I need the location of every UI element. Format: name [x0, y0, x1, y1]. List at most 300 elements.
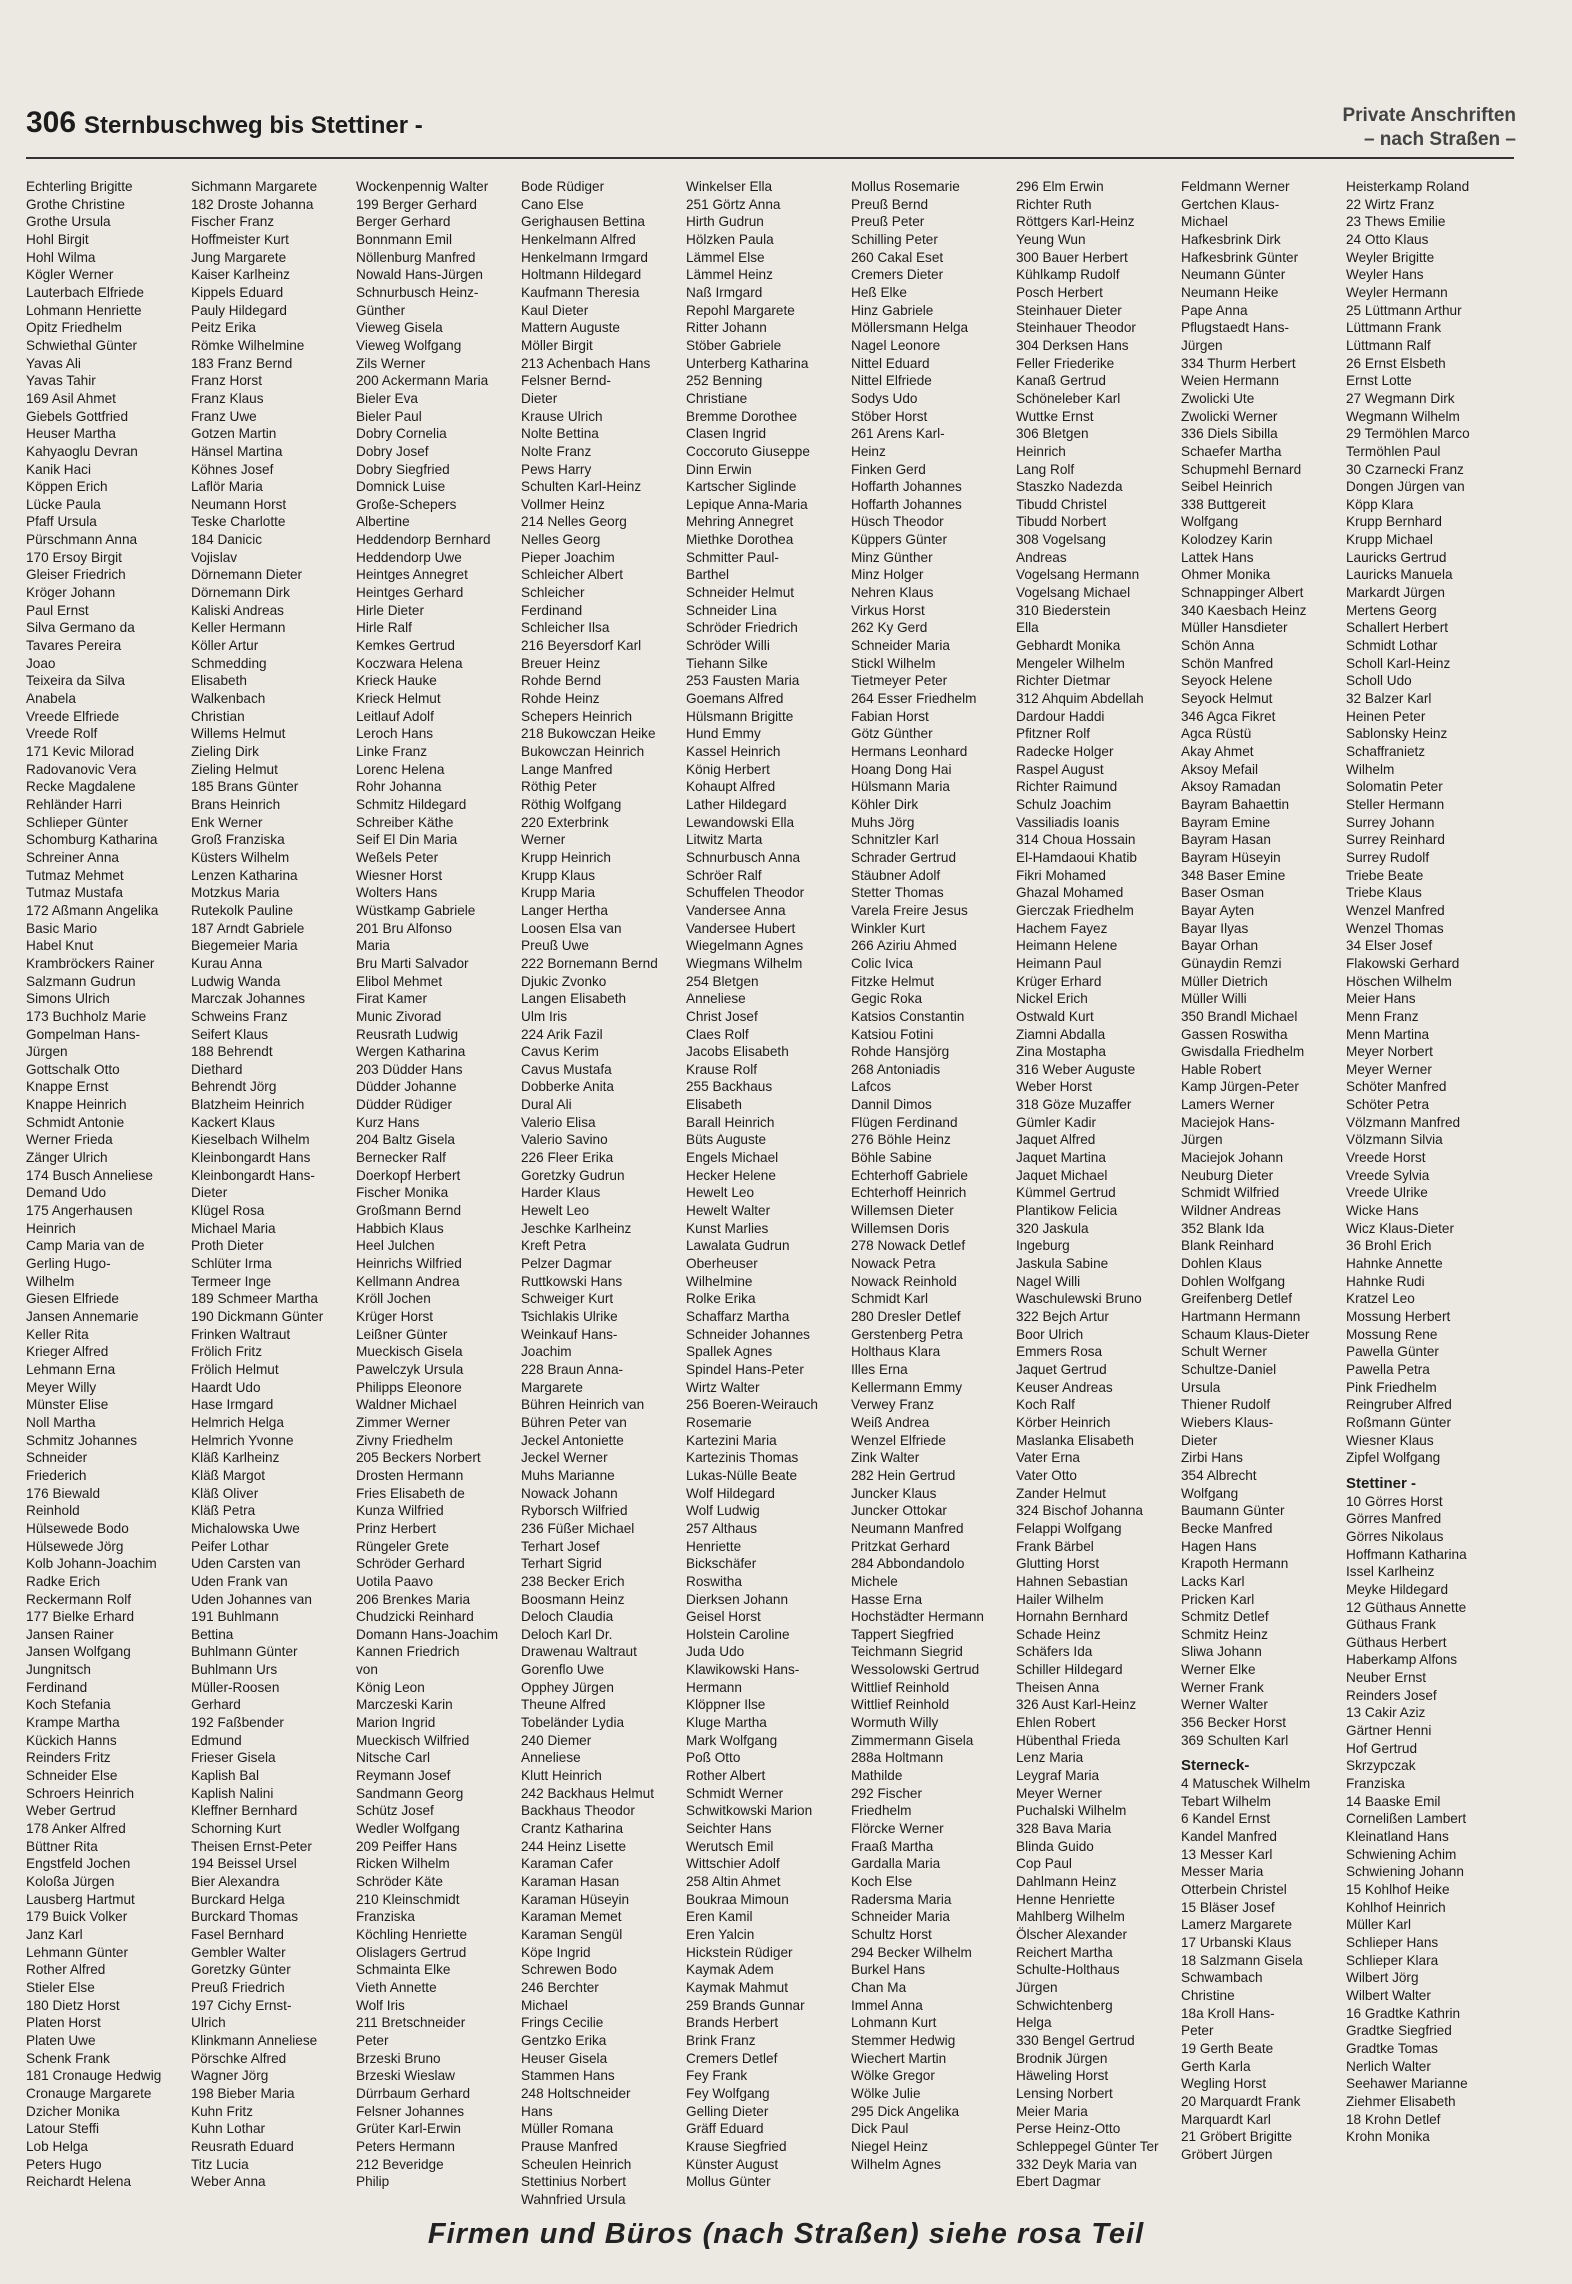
- address-entry: Schallert Herbert: [1346, 620, 1448, 636]
- address-entry: Lämmel Else: [686, 249, 765, 265]
- address-entry: Gerth Karla: [1181, 2058, 1251, 2074]
- address-entry: Roswitha: [686, 1573, 742, 1589]
- address-entry: 26 Ernst Elsbeth: [1346, 355, 1446, 371]
- address-entry: Menn Franz: [1346, 1008, 1419, 1024]
- address-entry: Vreede Ulrike: [1346, 1185, 1428, 1201]
- address-entry: Fraaß Martha: [851, 1838, 934, 1854]
- address-entry: Schütz Josef: [356, 1803, 434, 1819]
- address-entry: Pelzer Dagmar: [521, 1256, 612, 1272]
- address-entry: Ghazal Mohamed: [1016, 885, 1124, 901]
- address-entry: Hable Robert: [1181, 1061, 1262, 1077]
- address-entry: Baumann Günter: [1181, 1503, 1285, 1519]
- address-entry: Flörcke Werner: [851, 1821, 944, 1837]
- address-entry: 24 Otto Klaus: [1346, 231, 1429, 247]
- address-entry: Schwiening Achim: [1346, 1846, 1457, 1862]
- address-entry: Mathilde: [851, 1768, 903, 1784]
- address-entry: Wahnfried Ursula: [521, 2191, 626, 2207]
- address-entry: Großmann Bernd: [356, 1203, 462, 1219]
- address-entry: Lauricks Gertrud: [1346, 549, 1447, 565]
- address-entry: Wilhelm: [1346, 761, 1395, 777]
- address-entry: Kemkes Gertrud: [356, 638, 455, 654]
- address-entry: Krambröckers Rainer: [26, 955, 155, 971]
- address-entry: Müller Romana: [521, 2121, 614, 2137]
- address-entry: Karaman Sengül: [521, 1926, 623, 1942]
- address-entry: Kläß Karlheinz: [191, 1450, 280, 1466]
- address-entry: Klügel Rosa: [191, 1203, 265, 1219]
- address-entry: Krohn Monika: [1346, 2129, 1430, 2145]
- address-entry: Cremers Dieter: [851, 267, 944, 283]
- address-entry: Zink Walter: [851, 1450, 920, 1466]
- address-entry: Jansen Wolfgang: [26, 1644, 131, 1660]
- address-entry: Gerling Hugo-: [26, 1256, 111, 1272]
- address-entry: Hirle Ralf: [356, 620, 412, 636]
- address-entry: Uden Johannes van: [191, 1591, 312, 1607]
- address-entry: 213 Achenbach Hans: [521, 355, 651, 371]
- address-entry: Fabian Horst: [851, 708, 929, 724]
- address-entry: Wormuth Willy: [851, 1715, 939, 1731]
- address-entry: Rutekolk Pauline: [191, 902, 294, 918]
- address-entry: Heinrich: [1016, 443, 1066, 459]
- address-entry: Gerighausen Bettina: [521, 214, 645, 230]
- address-entry: Sandmann Georg: [356, 1785, 464, 1801]
- address-entry: Brans Heinrich: [191, 796, 281, 812]
- address-entry: Krupp Michael: [1346, 532, 1433, 548]
- address-entry: Wilhelmine: [686, 1273, 753, 1289]
- address-entry: Wüstkamp Gabriele: [356, 902, 476, 918]
- address-entry: Glutting Horst: [1016, 1556, 1100, 1572]
- address-entry: Stetter Thomas: [851, 885, 944, 901]
- address-entry: Lawalata Gudrun: [686, 1238, 790, 1254]
- address-entry: Wiebers Klaus-: [1181, 1414, 1274, 1430]
- address-entry: Dierksen Johann: [686, 1591, 789, 1607]
- address-entry: Plantikow Felicia: [1016, 1203, 1118, 1219]
- address-entry: 177 Bielke Erhard: [26, 1609, 135, 1625]
- address-entry: Schröder Willi: [686, 638, 770, 654]
- address-entry: Ruttkowski Hans: [521, 1273, 623, 1289]
- address-entry: Kohlhof Heinrich: [1346, 1899, 1446, 1915]
- address-entry: Hof Gertrud: [1346, 1740, 1418, 1756]
- address-entry: Preuß Peter: [851, 214, 925, 230]
- address-entry: Lauterbach Elfriede: [26, 284, 144, 300]
- address-entry: Stammen Hans: [521, 2068, 615, 2084]
- address-entry: Verwey Franz: [851, 1397, 935, 1413]
- address-entry: Pflugstaedt Hans-: [1181, 320, 1290, 336]
- address-entry: Köpp Klara: [1346, 496, 1414, 512]
- address-entry: Katsiou Fotini: [851, 1026, 934, 1042]
- address-entry: 190 Dickmann Günter: [191, 1309, 324, 1324]
- address-entry: 27 Wegmann Dirk: [1346, 390, 1455, 406]
- address-entry: Enk Werner: [191, 814, 263, 830]
- address-entry: Hecker Helene: [686, 1167, 776, 1183]
- address-entry: Schröder Käte: [356, 1874, 443, 1889]
- address-entry: Willemsen Doris: [851, 1220, 950, 1236]
- address-entry: Günther: [356, 302, 406, 318]
- address-entry: 262 Ky Gerd: [851, 620, 928, 636]
- address-entry: Schuffelen Theodor: [686, 885, 805, 901]
- address-entry: Brodnik Jürgen: [1016, 2050, 1108, 2066]
- address-entry: 348 Baser Emine: [1181, 867, 1286, 883]
- address-entry: Mueckisch Wilfried: [356, 1732, 470, 1748]
- address-entry: Jürgen: [1181, 337, 1223, 353]
- address-entry: Peter: [356, 2032, 389, 2048]
- address-entry: Vojislav: [191, 549, 238, 565]
- address-entry: Schnurbusch Heinz-: [356, 284, 479, 300]
- address-entry: Becke Manfred: [1181, 1520, 1273, 1536]
- address-entry: Blatzheim Heinrich: [191, 1097, 305, 1113]
- address-entry: Nowald Hans-Jürgen: [356, 267, 483, 283]
- address-entry: Meyer Willy: [26, 1379, 97, 1395]
- address-entry: 14 Baaske Emil: [1346, 1793, 1441, 1809]
- address-entry: Breuer Heinz: [521, 655, 601, 671]
- address-entry: Otterbein Christel: [1181, 1882, 1287, 1897]
- address-entry: Wuttke Ernst: [1016, 408, 1094, 424]
- address-entry: Laflör Maria: [191, 479, 263, 495]
- address-entry: Rolke Erika: [686, 1291, 756, 1307]
- address-entry: Zils Werner: [356, 355, 426, 371]
- address-entry: Hochstädter Hermann: [851, 1609, 984, 1625]
- address-entry: 354 Albrecht: [1181, 1467, 1257, 1483]
- address-entry: Seifert Klaus: [191, 1026, 269, 1042]
- address-entry: Kleinatland Hans: [1346, 1829, 1449, 1845]
- address-entry: Maciejok Hans-: [1181, 1114, 1275, 1130]
- address-entry: 216 Beyersdorf Karl: [521, 638, 642, 654]
- address-entry: Holstein Caroline: [686, 1626, 790, 1642]
- address-entry: 18 Salzmann Gisela: [1181, 1952, 1303, 1968]
- address-entry: Münster Elise: [26, 1397, 109, 1413]
- address-entry: Frölich Helmut: [191, 1361, 279, 1377]
- address-entry: Felappi Wolfgang: [1016, 1520, 1122, 1536]
- page-number: 306: [26, 106, 77, 139]
- address-entry: Düdder Johanne: [356, 1079, 457, 1095]
- address-entry: Bühren Peter van: [521, 1414, 627, 1430]
- address-entry: Claes Rolf: [686, 1026, 749, 1042]
- address-entry: Hirth Gudrun: [686, 214, 764, 230]
- address-entry: Kaymak Mahmut: [686, 1979, 788, 1995]
- address-entry: Leroch Hans: [356, 726, 434, 742]
- address-entry: 17 Urbanski Klaus: [1181, 1934, 1292, 1950]
- address-entry: Gärtner Henni: [1346, 1723, 1432, 1739]
- address-entry: Büts Auguste: [686, 1132, 767, 1148]
- address-entry: Bier Alexandra: [191, 1874, 280, 1889]
- address-entry: Güthaus Herbert: [1346, 1634, 1447, 1650]
- address-entry: Chudzicki Reinhard: [356, 1609, 474, 1625]
- address-entry: Kröger Johann: [26, 585, 116, 601]
- address-entry: Vandersee Hubert: [686, 920, 796, 936]
- address-entry: Lohmann Henriette: [26, 302, 142, 318]
- address-entry: Wiesner Horst: [356, 867, 443, 883]
- address-entry: Edmund: [191, 1732, 242, 1748]
- address-entry: Grothe Christine: [26, 196, 125, 212]
- address-entry: Lewandowski Ella: [686, 814, 795, 830]
- address-entry: Steinhauer Dieter: [1016, 302, 1122, 318]
- section-label-line1: Private Anschriften: [1342, 105, 1516, 126]
- address-entry: Schaum Klaus-Dieter: [1181, 1326, 1310, 1342]
- address-entry: Aksoy Ramadan: [1181, 779, 1281, 795]
- address-entry: Yavas Ali: [26, 355, 81, 371]
- address-entry: Wenzel Manfred: [1346, 902, 1445, 918]
- address-entry: Theune Alfred: [521, 1697, 606, 1713]
- address-entry: Krupp Bernhard: [1346, 514, 1442, 530]
- address-entry: Schulten Karl-Heinz: [521, 479, 642, 495]
- address-entry: Philip: [356, 2174, 390, 2190]
- address-entry: Neumann Horst: [191, 496, 287, 512]
- address-entry: Kaplish Bal: [191, 1768, 260, 1784]
- address-entry: Vater Erna: [1016, 1450, 1080, 1466]
- address-entry: Schulte-Holthaus: [1016, 1962, 1120, 1978]
- address-entry: Heimann Helene: [1016, 938, 1118, 954]
- address-entry: Frieser Gisela: [191, 1750, 276, 1766]
- address-entry: Künster August: [686, 2156, 779, 2172]
- address-entry: Müller Hansdieter: [1181, 620, 1288, 636]
- address-entry: Schröder Friedrich: [686, 620, 798, 636]
- address-entry: Schomburg Katharina: [26, 832, 158, 848]
- address-entry: Weyler Brigitte: [1346, 249, 1435, 265]
- address-entry: 228 Braun Anna-: [521, 1361, 624, 1377]
- address-entry: 253 Fausten Maria: [686, 673, 800, 689]
- address-entry: 292 Fischer: [851, 1785, 923, 1801]
- address-entry: Karaman Memet: [521, 1909, 622, 1925]
- address-column-1: [26, 178, 186, 2188]
- address-entry: Müller-Roosen: [191, 1679, 280, 1695]
- address-entry: Hülsmann Brigitte: [686, 708, 794, 724]
- address-entry: Olislagers Gertrud: [356, 1944, 467, 1960]
- address-entry: Haardt Udo: [191, 1379, 261, 1395]
- address-entry: Schultz Horst: [851, 1926, 932, 1942]
- address-entry: Mehring Annegret: [686, 514, 794, 530]
- address-entry: Habel Knut: [26, 938, 94, 954]
- section-label-line2: – nach Straßen –: [1363, 129, 1516, 150]
- address-entry: Tappert Siegfried: [851, 1626, 954, 1642]
- address-entry: Giesen Elfriede: [26, 1291, 119, 1307]
- address-entry: Krause Rolf: [686, 1061, 758, 1077]
- address-entry: Vollmer Heinz: [521, 496, 605, 512]
- address-entry: Fey Wolfgang: [686, 2085, 770, 2101]
- address-entry: Sablonsky Heinz: [1346, 726, 1448, 742]
- address-entry: 25 Lüttmann Arthur: [1346, 302, 1462, 318]
- address-entry: Hübenthal Frieda: [1016, 1732, 1121, 1748]
- address-entry: Schlieper Günter: [26, 814, 129, 830]
- address-entry: Weyler Hermann: [1346, 284, 1448, 300]
- address-entry: 10 Görres Horst: [1346, 1493, 1443, 1509]
- address-entry: Böhle Sabine: [851, 1150, 932, 1166]
- address-entry: Krüger Horst: [356, 1309, 434, 1324]
- address-entry: Muhs Marianne: [521, 1467, 615, 1483]
- address-entry: Yeung Wun: [1016, 231, 1086, 247]
- address-entry: Brink Franz: [686, 2032, 756, 2048]
- address-entry: Zieling Dirk: [191, 744, 259, 759]
- address-entry: Menn Martina: [1346, 1026, 1430, 1042]
- address-entry: Kleinbongardt Hans-: [191, 1167, 315, 1183]
- address-entry: Kreft Petra: [521, 1238, 586, 1254]
- address-entry: Düdder Rüdiger: [356, 1097, 452, 1113]
- address-entry: 242 Backhaus Helmut: [521, 1785, 654, 1801]
- address-entry: Philipps Eleonore: [356, 1379, 462, 1395]
- address-entry: Theisen Anna: [1016, 1679, 1100, 1695]
- address-entry: Nowack Petra: [851, 1256, 936, 1272]
- address-entry: Kanik Haci: [26, 461, 91, 477]
- address-entry: Müller Willi: [1181, 991, 1247, 1007]
- address-entry: 13 Messer Karl: [1181, 1846, 1273, 1862]
- address-entry: Reinders Josef: [1346, 1687, 1437, 1703]
- address-entry: 218 Bukowczan Heike: [521, 726, 656, 742]
- address-entry: Kartscher Siglinde: [686, 479, 797, 495]
- address-entry: 330 Bengel Gertrud: [1016, 2032, 1135, 2048]
- address-entry: Küppers Günter: [851, 532, 947, 548]
- address-entry: 170 Ersoy Birgit: [26, 549, 122, 565]
- address-entry: 336 Diels Sibilla: [1181, 426, 1278, 442]
- address-entry: Virkus Horst: [851, 602, 925, 618]
- address-entry: Tutmaz Mehmet: [26, 867, 124, 883]
- address-entry: 209 Peiffer Hans: [356, 1838, 458, 1854]
- address-entry: Seif El Din Maria: [356, 832, 458, 848]
- address-entry: Hüsch Theodor: [851, 514, 944, 530]
- address-entry: Pauly Hildegard: [191, 302, 287, 318]
- address-entry: Schepers Heinrich: [521, 708, 633, 724]
- address-entry: Agca Rüstü: [1181, 726, 1252, 742]
- address-column-7: [1016, 178, 1176, 2188]
- address-entry: 36 Brohl Erich: [1346, 1238, 1432, 1254]
- address-entry: Preuß Bernd: [851, 196, 929, 212]
- address-entry: Gerhard: [191, 1697, 241, 1713]
- address-entry: Nitsche Carl: [356, 1750, 431, 1766]
- address-entry: 212 Beveridge: [356, 2156, 444, 2172]
- address-entry: Hirle Dieter: [356, 602, 424, 618]
- address-entry: Krause Siegfried: [686, 2138, 787, 2154]
- address-entry: 246 Berchter: [521, 1979, 599, 1995]
- address-entry: Schröder Gerhard: [356, 1556, 465, 1572]
- address-entry: Kamp Jürgen-Peter: [1181, 1079, 1299, 1095]
- header-rule: [26, 157, 1514, 159]
- address-entry: Schmitter Paul-: [686, 549, 779, 565]
- address-entry: Clasen Ingrid: [686, 426, 767, 442]
- address-entry: 183 Franz Bernd: [191, 355, 293, 371]
- address-entry: Radersma Maria: [851, 1891, 952, 1907]
- address-entry: Hoffarth Johannes: [851, 479, 962, 495]
- address-entry: Müller Karl: [1346, 1917, 1411, 1933]
- address-entry: Hoffmeister Kurt: [191, 231, 289, 247]
- address-entry: Schlieper Hans: [1346, 1934, 1439, 1950]
- address-entry: Leißner Günter: [356, 1326, 448, 1342]
- address-entry: Richter Dietmar: [1016, 673, 1111, 689]
- address-entry: Prause Manfred: [521, 2138, 618, 2154]
- address-entry: Boosmann Heinz: [521, 1591, 625, 1607]
- address-entry: Schmainta Elke: [356, 1962, 451, 1978]
- address-entry: Lorenc Helena: [356, 761, 445, 777]
- address-entry: Schmidt Lothar: [1346, 638, 1438, 654]
- address-entry: Finken Gerd: [851, 461, 926, 477]
- address-entry: Klawikowski Hans-: [686, 1662, 800, 1678]
- address-entry: Werner: [521, 832, 566, 848]
- address-entry: Proth Dieter: [191, 1238, 264, 1254]
- address-entry: Goretzky Günter: [191, 1962, 291, 1978]
- address-entry: Lepique Anna-Maria: [686, 496, 808, 512]
- address-entry: Ingeburg: [1016, 1238, 1070, 1254]
- address-entry: Reinhold: [26, 1503, 80, 1519]
- address-entry: Lange Manfred: [521, 761, 613, 777]
- address-column-6: [851, 178, 1011, 2188]
- address-entry: Pawella Günter: [1346, 1344, 1439, 1360]
- address-entry: Albertine: [356, 514, 410, 530]
- address-entry: 346 Agca Fikret: [1181, 708, 1276, 724]
- address-entry: Weyler Hans: [1346, 267, 1424, 283]
- address-entry: Werutsch Emil: [686, 1838, 774, 1854]
- address-entry: Schnitzler Karl: [851, 832, 939, 848]
- address-entry: Silva Germano da: [26, 620, 135, 636]
- address-entry: Christ Josef: [686, 1008, 758, 1024]
- address-entry: Messer Maria: [1181, 1864, 1264, 1880]
- address-entry: Schrader Gertrud: [851, 849, 957, 865]
- address-entry: Tobeländer Lydia: [521, 1715, 625, 1731]
- address-entry: Meier Hans: [1346, 991, 1416, 1007]
- address-entry: Preuß Friedrich: [191, 1979, 285, 1995]
- address-entry: Völzmann Manfred: [1346, 1114, 1461, 1130]
- address-entry: Heinz: [851, 443, 886, 459]
- address-entry: Kartezini Maria: [686, 1432, 777, 1448]
- address-entry: Basic Mario: [26, 920, 98, 936]
- address-entry: Wolf Hildegard: [686, 1485, 775, 1501]
- address-entry: Kläß Margot: [191, 1467, 266, 1483]
- address-entry: Schlieper Klara: [1346, 1952, 1439, 1968]
- address-entry: Deloch Karl Dr.: [521, 1626, 613, 1642]
- address-entry: Cano Else: [521, 196, 584, 212]
- address-entry: Giebels Gottfried: [26, 408, 128, 424]
- address-entry: 15 Bläser Josef: [1181, 1899, 1275, 1915]
- address-entry: König Herbert: [686, 761, 770, 777]
- address-entry: Rohr Johanna: [356, 779, 442, 795]
- address-entry: 258 Altin Ahmet: [686, 1874, 781, 1889]
- address-entry: Schneider Lina: [686, 602, 777, 618]
- address-entry: Lauricks Manuela: [1346, 567, 1453, 583]
- address-entry: Miethke Dorothea: [686, 532, 794, 548]
- address-entry: Maciejok Johann: [1181, 1150, 1284, 1166]
- address-entry: Willemsen Dieter: [851, 1203, 954, 1219]
- address-entry: 12 Güthaus Annette: [1346, 1599, 1467, 1615]
- address-entry: Friedhelm: [851, 1803, 912, 1819]
- address-column-8: [1181, 178, 1341, 2188]
- address-entry: Krieck Helmut: [356, 691, 441, 707]
- address-entry: Ebert Dagmar: [1016, 2174, 1101, 2190]
- address-entry: Marczak Johannes: [191, 991, 306, 1007]
- address-entry: Peters Hermann: [356, 2138, 455, 2154]
- address-entry: Schultze-Daniel: [1181, 1361, 1277, 1377]
- address-entry: Lamers Werner: [1181, 1097, 1275, 1113]
- address-entry: Lüttmann Frank: [1346, 320, 1442, 336]
- address-entry: Nerlich Walter: [1346, 2058, 1431, 2074]
- address-entry: Barthel: [686, 567, 730, 583]
- address-entry: Termöhlen Paul: [1346, 443, 1441, 459]
- address-entry: Krapoth Hermann: [1181, 1556, 1289, 1572]
- address-entry: Kaufmann Theresia: [521, 284, 640, 300]
- address-entry: Ulrich: [191, 2015, 226, 2031]
- address-entry: Knappe Heinrich: [26, 1097, 127, 1113]
- section-label: [1342, 104, 1516, 152]
- address-entry: Röthig Wolfgang: [521, 796, 622, 812]
- address-entry: Schöneleber Karl: [1016, 390, 1121, 406]
- address-entry: 224 Arik Fazil: [521, 1026, 603, 1042]
- address-entry: Schwambach: [1181, 1970, 1263, 1986]
- address-entry: Büttner Rita: [26, 1838, 98, 1854]
- address-entry: Spindel Hans-Peter: [686, 1361, 804, 1377]
- address-entry: Linke Franz: [356, 744, 428, 759]
- address-entry: Hasse Erna: [851, 1591, 923, 1607]
- address-entry: Leygraf Maria: [1016, 1768, 1100, 1784]
- address-entry: 15 Kohlhof Heike: [1346, 1882, 1450, 1897]
- address-entry: Hickstein Rüdiger: [686, 1944, 793, 1960]
- address-entry: Latour Steffi: [26, 2121, 100, 2137]
- address-entry: Cavus Mustafa: [521, 1061, 612, 1077]
- address-entry: Frinken Waltraut: [191, 1326, 291, 1342]
- address-entry: Wagner Jörg: [191, 2068, 269, 2084]
